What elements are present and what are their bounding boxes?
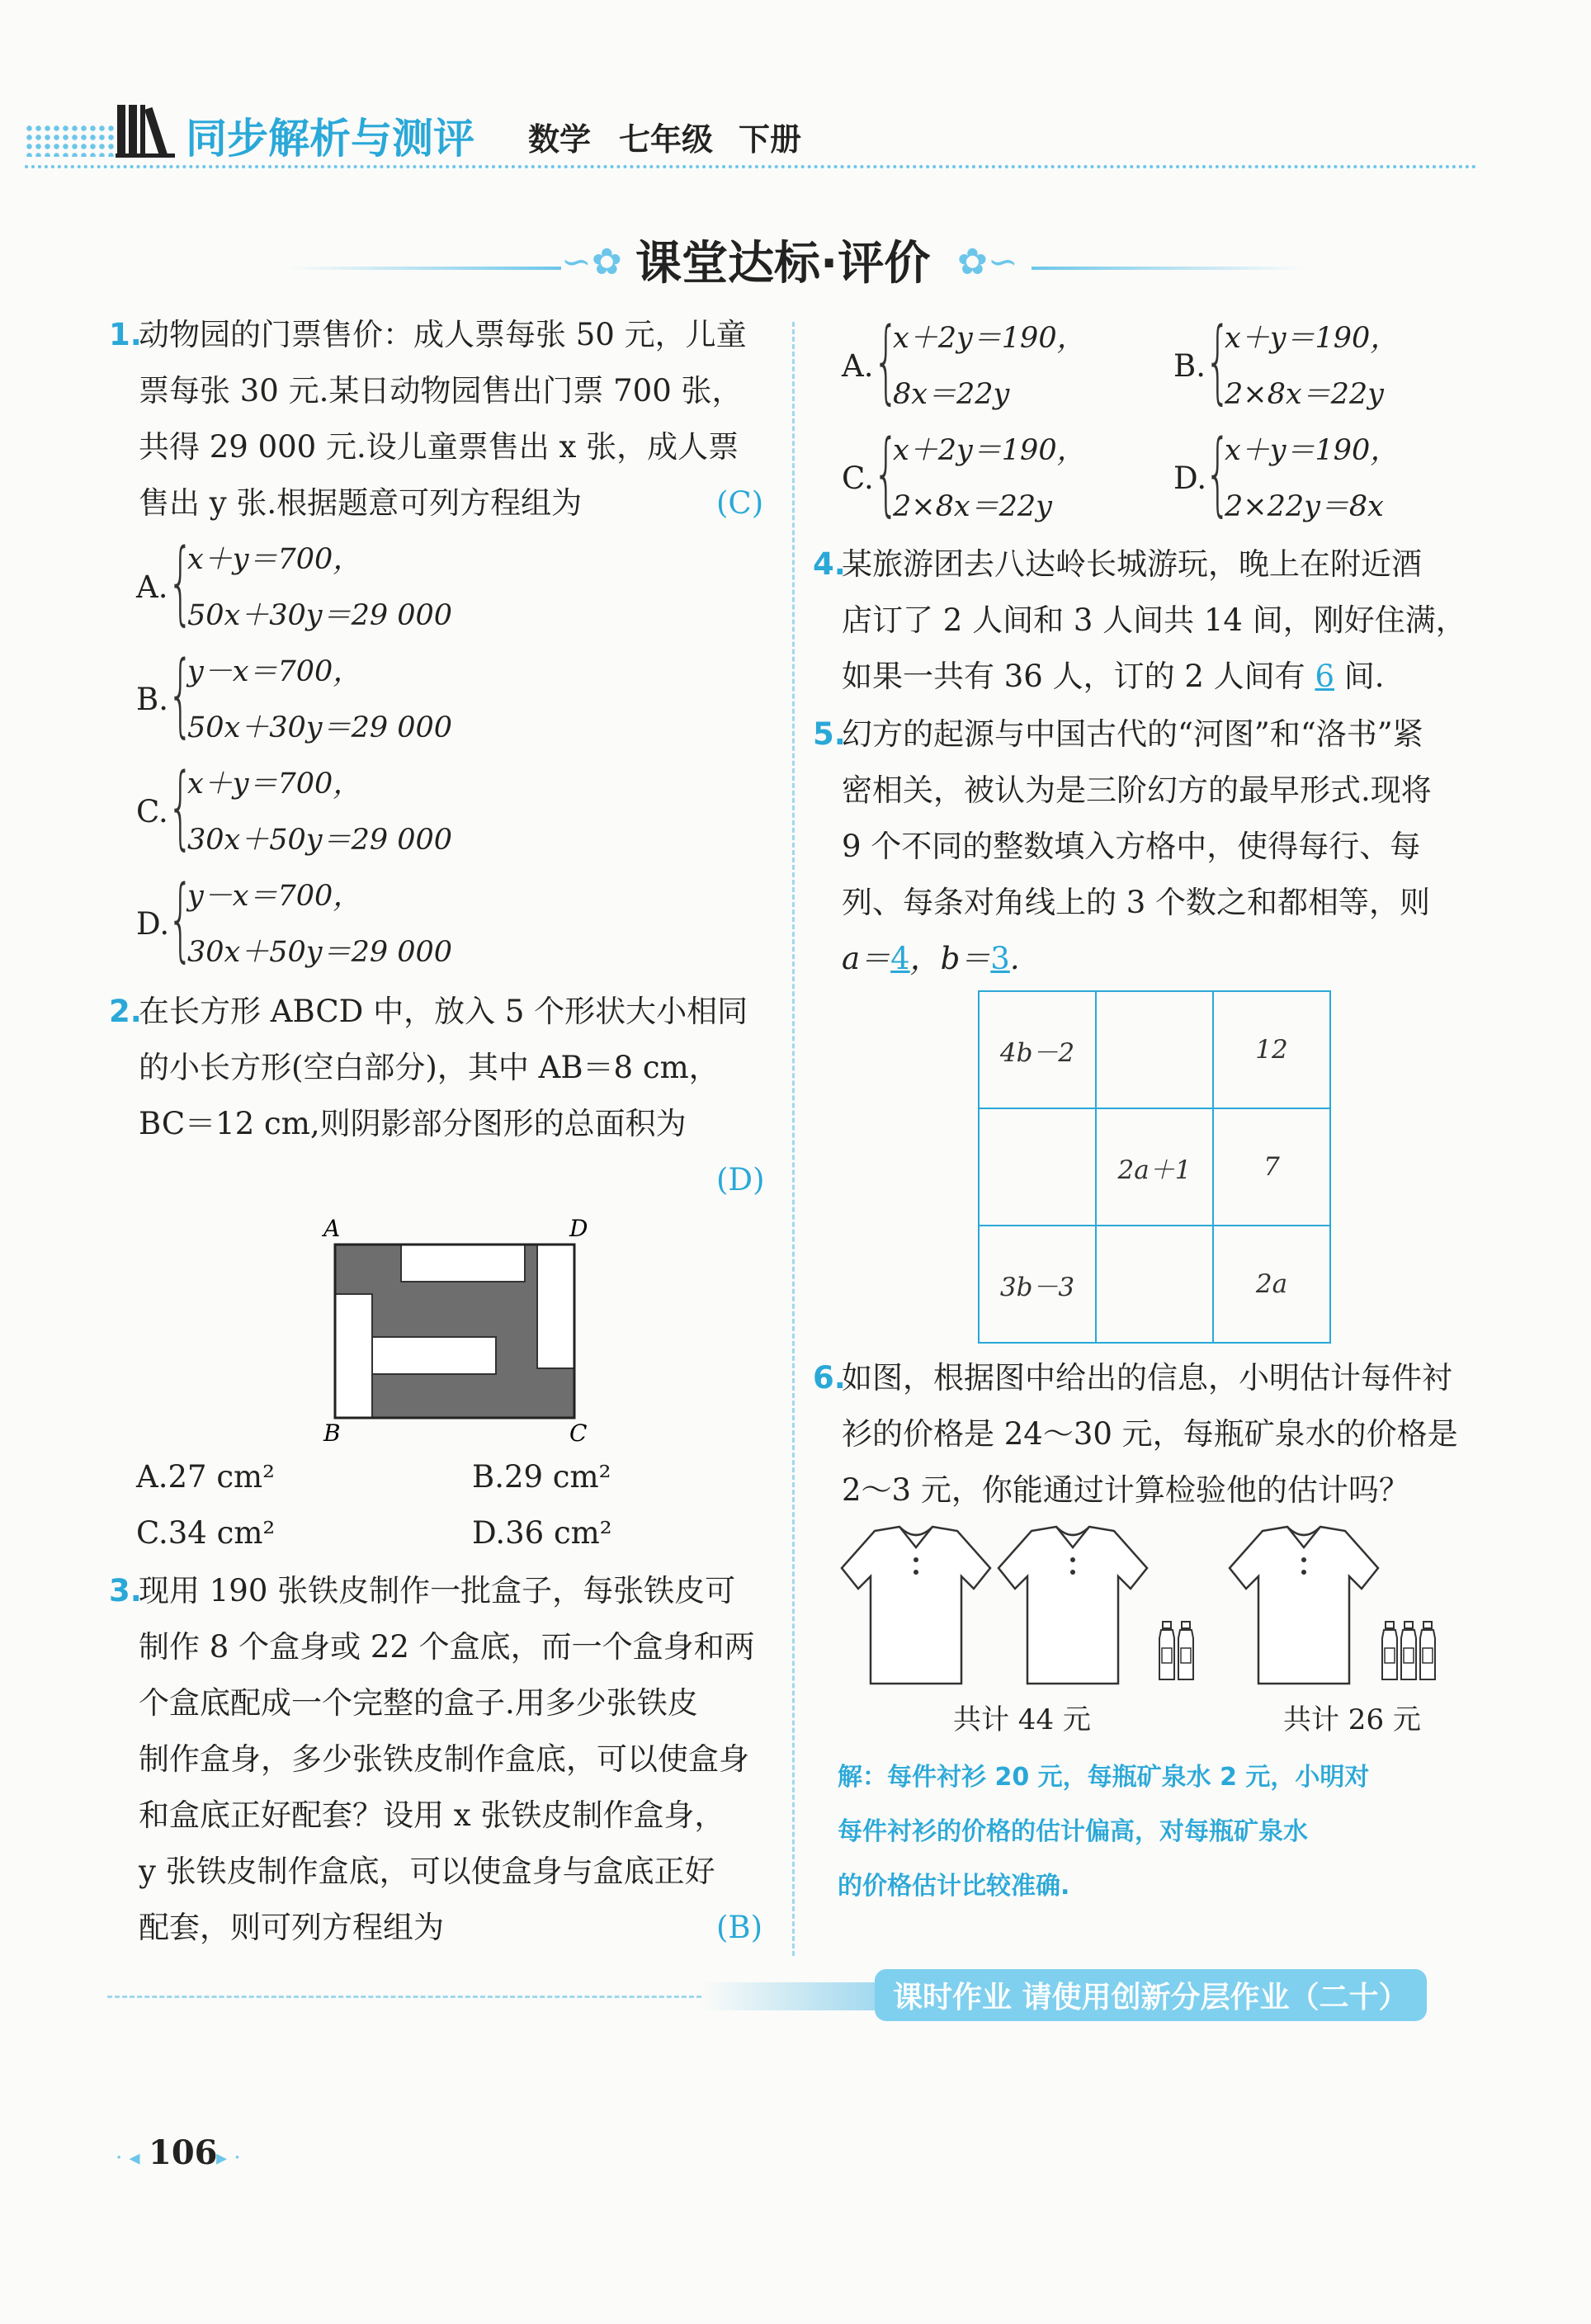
q6-number: 6. (813, 1360, 846, 1396)
bottle-icon (1178, 1622, 1193, 1679)
q2-line-1: 在长方形 ABCD 中，放入 5 个形状大小相同 (139, 994, 748, 1029)
bottle-icon (1382, 1622, 1397, 1679)
q2-answer: (D) (716, 1162, 765, 1197)
magic-cell (1096, 1226, 1213, 1343)
footer-dashed-line (107, 1996, 701, 1998)
q2-option-b: B.29 cm² (472, 1459, 611, 1495)
magic-cell: 4b－2 (979, 991, 1096, 1108)
grade-label: 七年级 (619, 121, 714, 158)
q2-line-2: 的小长方形(空白部分)，其中 AB＝8 cm， (139, 1050, 720, 1085)
magic-cell: 2a (1213, 1226, 1330, 1343)
page-number-decoration: · ◂ (116, 2146, 140, 2170)
page-number: 106 (149, 2133, 218, 2172)
q2-option-c: C.34 cm² (136, 1515, 276, 1551)
q5-number: 5. (813, 716, 846, 752)
bottle-icon (1420, 1622, 1435, 1679)
q3-line-6: y 张铁皮制作盒底，可以使盒身与盒底正好 (139, 1854, 715, 1889)
q5-line-5: a＝4，b＝3. (842, 941, 1020, 976)
shirt-icon (1230, 1527, 1378, 1684)
page-number-decoration-right: ▸ · (216, 2146, 241, 2170)
q3-line-7: 配套，则可列方程组为 (139, 1910, 444, 1945)
q3-number: 3. (109, 1573, 142, 1608)
subject-label: 数学 (528, 121, 592, 158)
swirl-right-icon: ✿∽ (957, 241, 1018, 283)
header-divider (25, 165, 1477, 168)
q6-caption-left: 共计 44 元 (953, 1703, 1091, 1736)
q3-line-3: 个盒底配成一个完整的盒子.用多少张铁皮 (139, 1685, 698, 1721)
q3-answer: (B) (716, 1910, 763, 1945)
q1-line-1: 动物园的门票售价：成人票每张 50 元，儿童 (139, 317, 747, 352)
q6-shirts-figure (833, 1519, 1485, 1700)
q1-number: 1. (109, 317, 142, 352)
q6-solution-1: 解：每件衬衫 20 元，每瓶矿泉水 2 元，小明对 (838, 1763, 1370, 1792)
bottle-icon (1401, 1622, 1416, 1679)
q5-answer-a: 4 (890, 941, 910, 976)
magic-cell: 2a＋1 (1096, 1108, 1213, 1226)
bottle-icon (1159, 1622, 1174, 1679)
q1-answer: (C) (716, 485, 764, 521)
magic-cell: 7 (1213, 1108, 1330, 1226)
q4-line-1: 某旅游团去八达岭长城游玩，晚上在附近酒 (842, 546, 1422, 582)
q2-option-a: A.27 cm² (136, 1459, 275, 1495)
swirl-left-icon: ∽✿ (561, 241, 622, 283)
magic-cell (979, 1108, 1096, 1226)
q2-rectangle-figure (322, 1213, 602, 1444)
q2-option-d: D.36 cm² (472, 1515, 612, 1551)
magic-cell (1096, 991, 1213, 1108)
q5-line-1: 幻方的起源与中国古代的“河图”和“洛书”紧 (842, 716, 1423, 752)
q2-line-3: BC＝12 cm,则阴影部分图形的总面积为 (139, 1106, 687, 1141)
magic-square (978, 990, 1331, 1344)
q5-line-3: 9 个不同的整数填入方格中，使得每行、每 (842, 829, 1421, 864)
q4-answer: 6 (1315, 659, 1334, 694)
q3-line-2: 制作 8 个盒身或 22 个盒底，而一个盒身和两 (139, 1629, 755, 1665)
shirt-icon (999, 1527, 1147, 1684)
q6-solution-2: 每件衬衫的价格的估计偏高，对每瓶矿泉水 (838, 1817, 1308, 1846)
banner-line-right (1032, 267, 1304, 270)
q5-answer-b: 3 (990, 941, 1010, 976)
vertex-a: A (323, 1215, 341, 1242)
magic-cell: 3b－3 (979, 1226, 1096, 1343)
q6-line-1: 如图，根据图中给出的信息，小明估计每件衬 (842, 1360, 1452, 1396)
vertex-c: C (569, 1419, 588, 1444)
homework-tag: 课时作业 请使用创新分层作业（二十） (875, 1969, 1427, 2021)
q2-number: 2. (109, 994, 142, 1029)
q6-solution-3: 的价格估计比较准确. (838, 1872, 1070, 1901)
q4-line-2: 店订了 2 人间和 3 人间共 14 间，刚好住满， (842, 602, 1466, 638)
q3-line-5: 和盒底正好配套？设用 x 张铁皮制作盒身， (139, 1797, 725, 1833)
series-title: 同步解析与测评 (186, 115, 474, 163)
q1-line-2: 票每张 30 元.某日动物园售出门票 700 张， (139, 373, 743, 409)
shirt-icon (842, 1527, 990, 1684)
q6-caption-right: 共计 26 元 (1283, 1703, 1421, 1736)
vertex-b: B (323, 1419, 341, 1444)
footer-fade-bar (701, 1982, 883, 2010)
q4-number: 4. (813, 546, 846, 582)
column-divider (792, 322, 795, 1956)
q6-line-3: 2～3 元，你能通过计算检验他的估计吗？ (842, 1472, 1409, 1508)
section-title: 课堂达标·评价 (635, 237, 931, 290)
books-icon (116, 101, 177, 158)
q6-line-2: 衫的价格是 24～30 元，每瓶矿泉水的价格是 (842, 1416, 1458, 1452)
q3-line-1: 现用 190 张铁皮制作一批盒子，每张铁皮可 (139, 1573, 736, 1608)
volume-label: 下册 (739, 121, 802, 158)
vertex-d: D (569, 1215, 588, 1242)
q3-line-4: 制作盒身，多少张铁皮制作盒底，可以使盒身 (139, 1741, 749, 1777)
q1-line-3: 共得 29 000 元.设儿童票售出 x 张，成人票 (139, 429, 739, 465)
q5-line-4: 列、每条对角线上的 3 个数之和都相等，则 (842, 885, 1431, 920)
header-dots-icon (25, 124, 116, 157)
banner-line-left (289, 267, 561, 270)
magic-cell: 12 (1213, 991, 1330, 1108)
q1-line-4: 售出 y 张.根据题意可列方程组为 (139, 485, 583, 521)
q5-line-2: 密相关，被认为是三阶幻方的最早形式.现将 (842, 772, 1432, 808)
q4-line-3: 如果一共有 36 人，订的 2 人间有 6 间. (842, 659, 1385, 694)
